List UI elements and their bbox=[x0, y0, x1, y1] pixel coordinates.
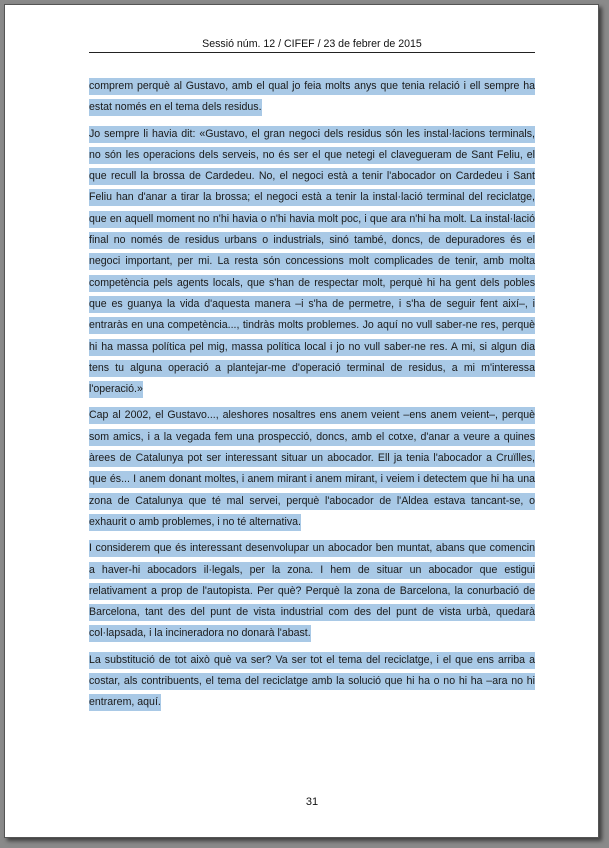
page-header: Sessió núm. 12 / CIFEF / 23 de febrer de 2015 bbox=[89, 38, 535, 53]
highlighted-text: Cap al 2002, el Gustavo..., aleshores nosaltres ens anem veient –ens anem veient–, perquè som amics, i a la vegada fem una prospecció, doncs, amb el cotxe, d'anar a veure a quines àrees de Catalunya pot ser interessant situar un abocador. Ell ja tenia l'abocador a Cruïlles, que és... I anem donant moltes, i anem mirant i anem mirant, i veiem i detectem que hi ha una zona de Catalunya que té mal servei, perquè l'abocador de l'Aldea estava tancant-se, o exhaurit o amb problemes, i no té alternativa. bbox=[89, 407, 535, 530]
paragraph-5 bbox=[89, 650, 535, 714]
paragraph-2 bbox=[89, 124, 535, 401]
paragraph-1 bbox=[89, 76, 535, 119]
document-page bbox=[4, 4, 599, 838]
paragraph-3 bbox=[89, 405, 535, 533]
highlighted-text: La substitució de tot això què va ser? Va ser tot el tema del reciclatge, i el que ens arriba a costar, als contribuents, el tema del reciclatge amb la solució que hi ha o no hi ha –ara no hi entrarem, aquí. bbox=[89, 652, 535, 712]
paragraph-4 bbox=[89, 538, 535, 644]
highlighted-text: comprem perquè al Gustavo, amb el qual jo feia molts anys que tenia relació i ell sempre ha estat només en el tema dels residus. bbox=[89, 78, 535, 116]
highlighted-text: Jo sempre li havia dit: «Gustavo, el gran negoci dels residus són les instal·lacions terminals, no són les operacions dels serveis, no és ser el que netegi el clavegueram de Sant Feliu, el que recull la brossa de Cardedeu. No, el negoci està a tenir l'abocador on Cardedeu i Sant Feliu han d'anar a tirar la brossa; el negoci està a tenir la instal·lació terminal del reciclatge, que en aquell moment no n'hi havia o n'hi havia molt poc, i que ara n'hi ha molt. La instal·lació final no només de residus urbans o industrials, sinó també, doncs, de depuradores és el negoci important, per mi. La resta són concessions molt complicades de tenir, amb molta competència pels agents locals, que s'han de respectar molt, perquè hi ha gent dels pobles que es guanya la vida d'aquesta manera –i s'ha de permetre, i s'ha de seguir fent així–, i entraràs en una competència..., tindràs molts problemes. Jo aquí no vull saber-ne res, perquè hi ha massa política pel mig, massa política local i jo no vull saber-ne res. A mi, si algun dia tens tu alguna operació a plantejar-me d'operació terminal de residus, a mi m'interessa l'operació.» bbox=[89, 126, 535, 399]
page-body bbox=[89, 76, 535, 719]
highlighted-text: I considerem que és interessant desenvolupar un abocador ben muntat, abans que comencin a haver-hi abocadors il·legals, per la zona. I hem de situar un abocador que estigui relativament a prop de l'autopista. Per què? Perquè la zona de Barcelona, la conurbació de Barcelona, tant des del punt de vista industrial com des del punt de vista urbà, quedarà col·lapsada, i la incineradora no donarà l'abast. bbox=[89, 540, 535, 642]
page-number: 31 bbox=[305, 796, 319, 808]
